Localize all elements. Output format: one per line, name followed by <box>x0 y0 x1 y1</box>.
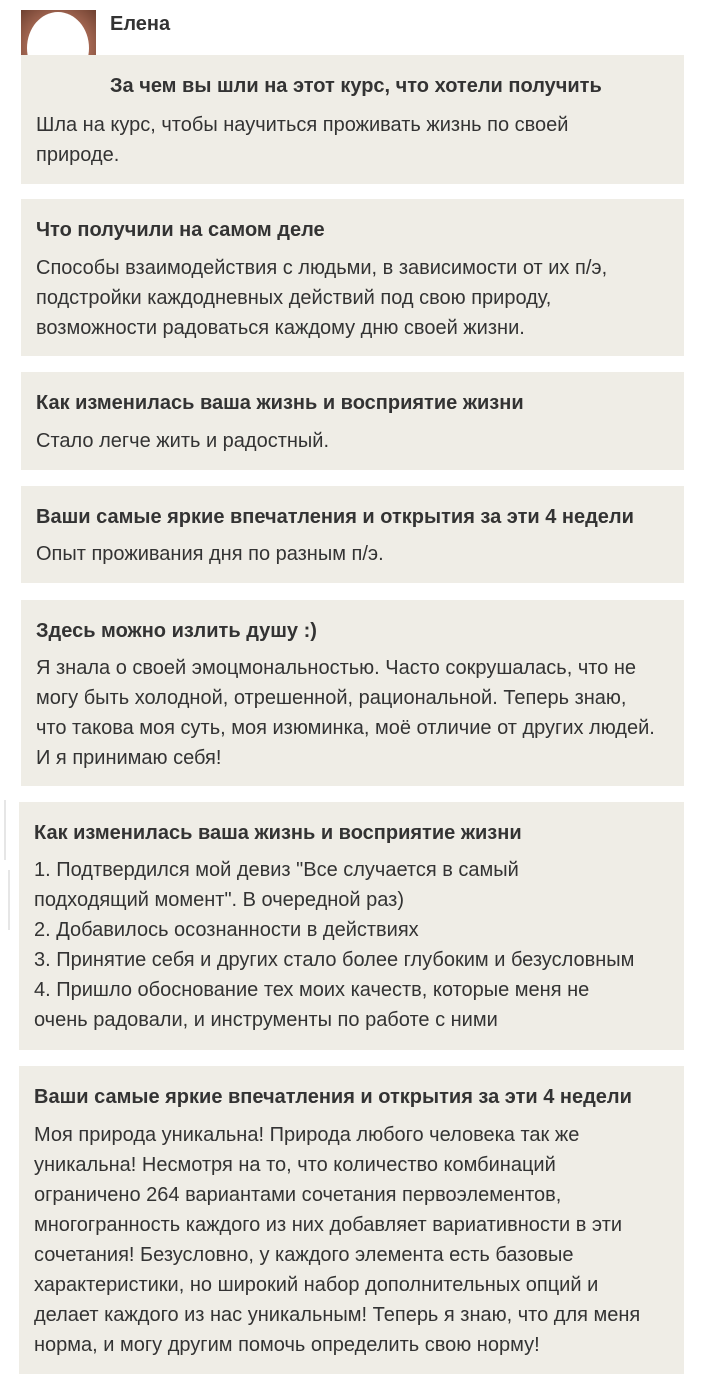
section-question: Как изменилась ваша жизнь и восприятие жизни <box>34 822 522 844</box>
section-question: Что получили на самом деле <box>36 219 325 241</box>
review-section <box>21 486 684 583</box>
list-item: 3. Принятие себя и других стало более глубоким и безусловным <box>34 949 635 971</box>
section-answer: Шла на курс, чтобы научиться проживать жизнь по своей природе. <box>36 114 569 166</box>
review-section <box>19 1066 684 1374</box>
section-question: За чем вы шли на этот курс, что хотели получить <box>110 75 602 97</box>
review-section <box>21 600 684 786</box>
section-answer: Опыт проживания дня по разным п/э. <box>36 543 384 565</box>
list-item: 2. Добавилось осознанности в действиях <box>34 919 419 941</box>
section-answer-list <box>34 855 679 1035</box>
review-section <box>21 199 684 356</box>
section-question: Ваши самые яркие впечатления и открытия за эти 4 недели <box>34 1086 632 1108</box>
review-section <box>19 802 684 1050</box>
review-section <box>21 55 684 184</box>
list-item: 4. Пришло обоснование тех моих качеств, которые меня не очень радовали, и инструменты по работе с ними <box>34 979 590 1031</box>
section-question: Как изменилась ваша жизнь и восприятие жизни <box>36 392 524 414</box>
section-answer: Моя природа уникальна! Природа любого человека так же уникальна! Несмотря на то, что количество комбинаций ограничено 264 вариантами сочетания первоэлементов, многогранность каждого из них добавляет вариативности в эти сочетания! Безусловно, у каждого элемента есть базовые характеристики, но широкий набор дополнительных опций и делает каждого из нас уникальным! Теперь я знаю, что для меня норма, и могу другим помочь определить свою норму! <box>34 1124 641 1356</box>
ghost-line <box>8 870 10 930</box>
section-question: Здесь можно излить душу :) <box>36 620 317 642</box>
author-name: Елена <box>110 13 171 35</box>
section-answer: Способы взаимодействия с людьми, в зависимости от их п/э, подстройки каждодневных действий под свою природу, возможности радоваться каждому дню своей жизни. <box>36 257 608 339</box>
list-item: 1. Подтвердился мой девиз "Все случается в самый подходящий момент". В очередной раз) <box>34 859 519 911</box>
review-section <box>21 372 684 470</box>
ghost-line <box>4 800 6 860</box>
section-answer: Стало легче жить и радостный. <box>36 430 330 452</box>
section-question: Ваши самые яркие впечатления и открытия за эти 4 недели <box>36 506 634 528</box>
section-answer: Я знала о своей эмоцмональностью. Часто сокрушалась, что не могу быть холодной, отрешенной, рациональной. Теперь знаю, что такова моя суть, моя изюминка, моё отличие от других людей. И я принимаю себя! <box>36 657 655 769</box>
